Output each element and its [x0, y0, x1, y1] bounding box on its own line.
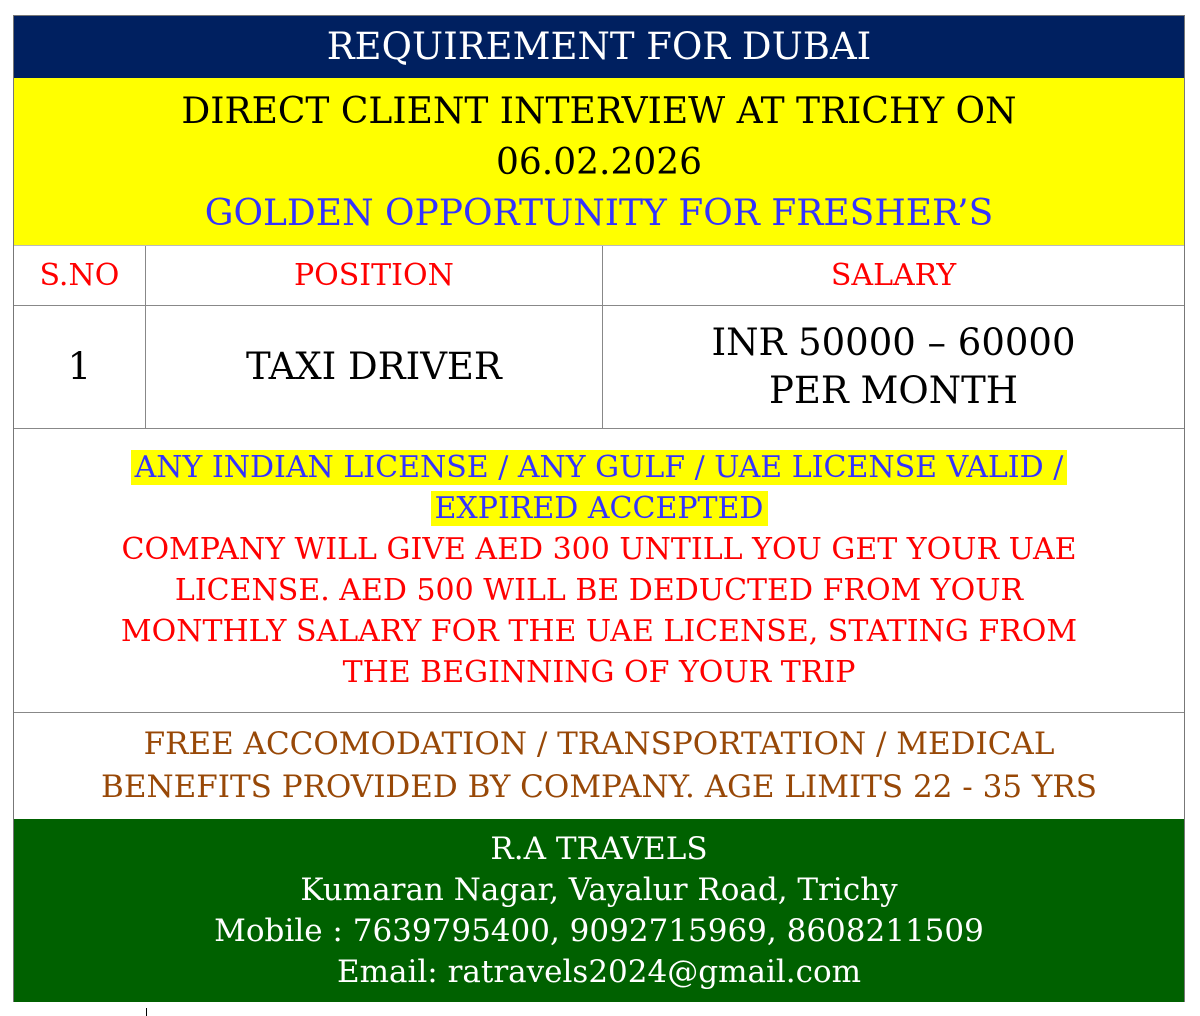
contact-section	[14, 819, 1184, 1002]
benefits-line: BENEFITS PROVIDED BY COMPANY. AGE LIMITS 22 - 35 YRS	[101, 769, 1097, 805]
interview-line: DIRECT CLIENT INTERVIEW AT TRICHY ON	[181, 91, 1017, 132]
salary-range: INR 50000 – 60000	[711, 321, 1076, 364]
license-highlight: ANY INDIAN LICENSE / ANY GULF / UAE LICENSE VALID /	[131, 450, 1068, 485]
company-address: Kumaran Nagar, Vayalur Road, Trichy	[300, 872, 898, 908]
license-note: THE BEGINNING OF YOUR TRIP	[342, 655, 856, 690]
license-highlight: EXPIRED ACCEPTED	[431, 491, 768, 526]
benefits-line: FREE ACCOMODATION / TRANSPORTATION / MEDICAL	[143, 726, 1055, 762]
table-row	[14, 306, 1184, 429]
page-title: REQUIREMENT FOR DUBAI	[326, 25, 872, 68]
cell-salary	[603, 306, 1184, 428]
tagline: GOLDEN OPPORTUNITY FOR FRESHER’S	[204, 193, 994, 234]
interview-banner	[14, 78, 1184, 246]
stray-mark	[146, 1008, 147, 1016]
salary-period: PER MONTH	[768, 369, 1019, 412]
header-sno: S.NO	[14, 246, 146, 305]
table-header	[14, 246, 1184, 306]
benefits-section	[14, 713, 1184, 819]
license-note: LICENSE. AED 500 WILL BE DEDUCTED FROM YOUR	[174, 573, 1024, 608]
flyer	[13, 15, 1185, 1002]
company-email: Email: ratravels2024@gmail.com	[336, 954, 862, 990]
license-note: COMPANY WILL GIVE AED 300 UNTILL YOU GET YOUR UAE	[121, 532, 1077, 567]
license-note: MONTHLY SALARY FOR THE UAE LICENSE, STATING FROM	[120, 614, 1078, 649]
license-section	[14, 429, 1184, 713]
title-banner	[14, 16, 1184, 78]
header-salary: SALARY	[830, 258, 957, 293]
cell-position: TAXI DRIVER	[146, 306, 603, 428]
company-mobile: Mobile : 7639795400, 9092715969, 8608211509	[214, 913, 984, 949]
company-name: R.A TRAVELS	[490, 831, 708, 867]
cell-sno: 1	[14, 306, 146, 428]
header-position: POSITION	[146, 246, 603, 305]
interview-date: 06.02.2026	[495, 142, 703, 183]
